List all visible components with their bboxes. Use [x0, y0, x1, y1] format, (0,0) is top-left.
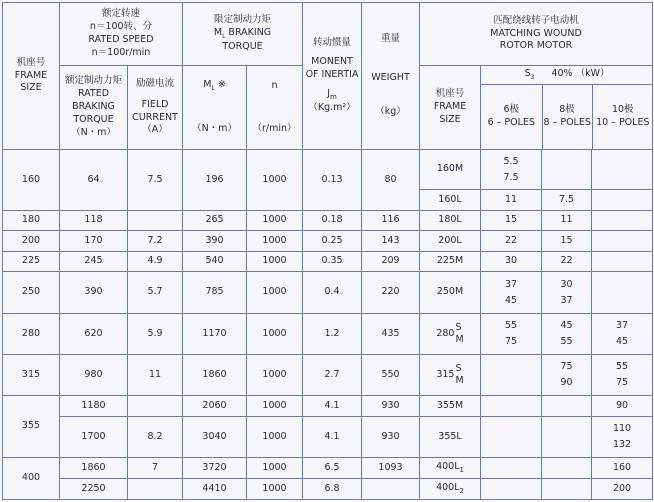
limit-torque-header: 限定制动力矩 $M_L$ BRAKING TORQUE	[183, 3, 303, 66]
n-header: n （r/min）	[247, 66, 303, 150]
rated-torque-header: 额定制动力矩 RATED BRAKING TORQUE （N・m）	[60, 66, 128, 150]
motor-frame-header: 机座号 FRAME SIZE	[420, 66, 481, 150]
frame-size-header: 机座号 FRAME SIZE	[3, 3, 60, 150]
ml-header: $M_L$ ※ （N・m）	[183, 66, 247, 150]
table-row: 180 118 265 1000 0.18 116 180L 15 11	[3, 211, 653, 231]
brake-spec-table	[2, 2, 653, 500]
table-row: 315 980 11 1860 1000 2.7 550 315 S M 75 90 55 75	[3, 355, 653, 396]
field-current-header: 励磁电流 FIELD CURRENT （A）	[128, 66, 183, 150]
table-row: 2250 4410 1000 6.8 $400L_2$ 200	[3, 479, 653, 500]
table-row: 250 390 5.7 785 1000 0.4 220 250M 37 45 30 37	[3, 272, 653, 314]
table-row: 1700 8.2 3040 1000 4.1 930 355L 110 132	[3, 417, 653, 458]
poles-6-header: 6极 6 – POLES	[481, 84, 542, 149]
duty-header: $S_3$ 40% （kW）	[481, 66, 653, 84]
rated-speed-header: 额定转速 n＝100转、分 RATED SPEED n＝100r/min	[60, 3, 183, 66]
poles-header	[481, 66, 653, 150]
table-row: 160 64 7.5 196 1000 0.13 80 160M 5.5 7.5	[3, 150, 653, 190]
poles-8-header: 8极 8 – POLES	[542, 84, 592, 149]
table-row: 160L 11 7.5	[3, 190, 653, 211]
table-row: 280 620 5.9 1170 1000 1.2 435 280 S M 55 75 45 55 37 45	[3, 314, 653, 355]
table-row: 200 170 7.2 390 1000 0.25 143 200L 22 15	[3, 231, 653, 252]
weight-header: 重量 WEIGHT （kg）	[362, 3, 420, 150]
inertia-header: 转动惯量 MONENT OF INERTIA $J_m$ （Kg.m²）	[303, 3, 362, 150]
table-row: 400 1860 7 3720 1000 6.5 1093 $400L_1$ 160	[3, 458, 653, 479]
matching-motor-header: 匹配绕线转子电动机 MATCHING WOUND ROTOR MOTOR	[420, 3, 653, 66]
poles-10-header: 10极 10 – POLES	[596, 103, 650, 128]
table-row: 355 1180 2060 1000 4.1 930 355M 90	[3, 396, 653, 417]
table-row: 225 245 4.9 540 1000 0.35 209 225M 30 22	[3, 252, 653, 272]
